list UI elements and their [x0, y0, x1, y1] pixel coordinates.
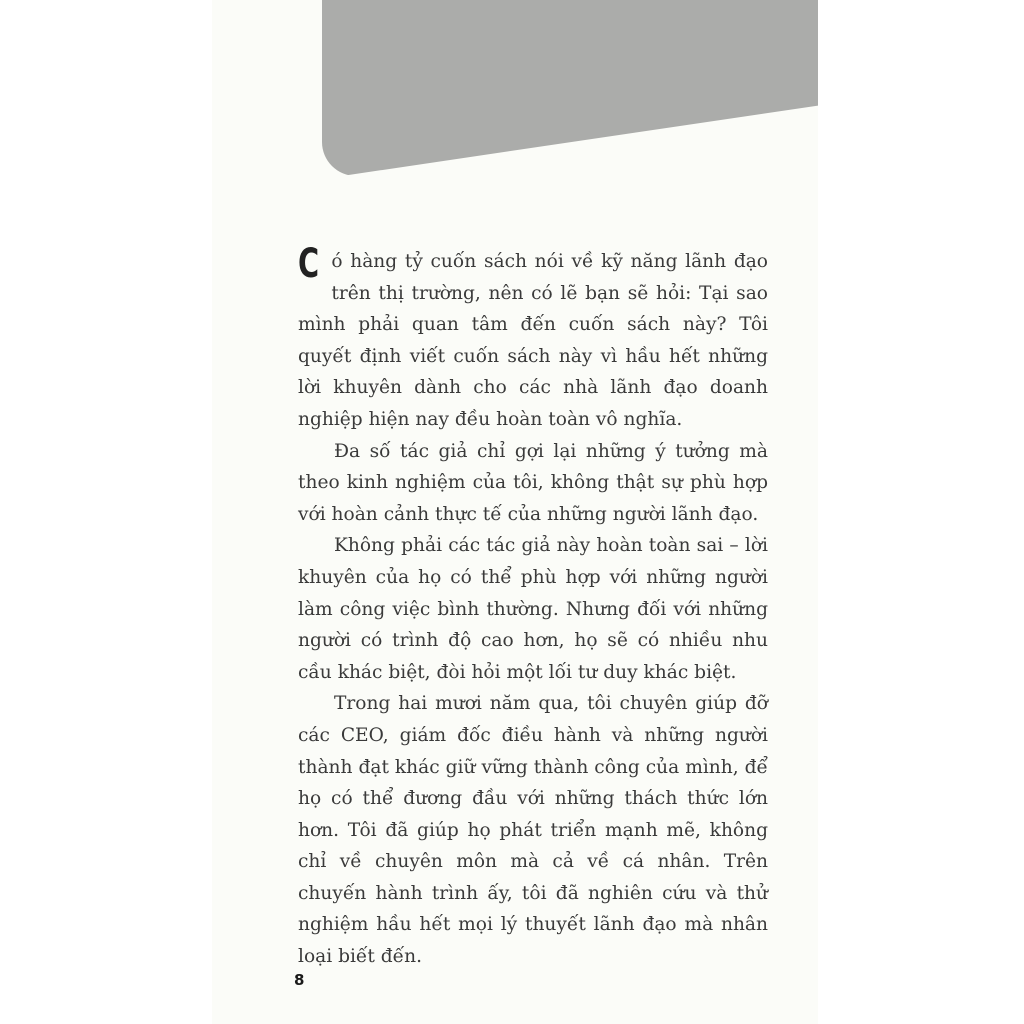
paragraph-4: Trong hai mươi năm qua, tôi chuyên giúp đỡ các CEO, giám đốc điều hành và những người thành đạt khác giữ vững thành công của mình, để họ có thể đương đầu với những thách thức lớn hơn. Tôi đã giúp họ phát triển mạnh mẽ, không chỉ về chuyên môn mà cả về cá nhân. Trên chuyến hành trình ấy, tôi đã nghiên cứu và thử nghiệm hầu hết mọi lý thuyết lãnh đạo mà nhân loại biết đến.: [298, 693, 768, 968]
drop-cap: C: [298, 241, 320, 287]
paragraph-2: Đa số tác giả chỉ gợi lại những ý tưởng mà theo kinh nghiệm của tôi, không thật sự phù hợp với hoàn cảnh thực tế của những người lãnh đạo.: [298, 440, 768, 525]
page-number: 8: [294, 971, 305, 989]
paragraph-3: Không phải các tác giả này hoàn toàn sai – lời khuyên của họ có thể phù hợp với những người làm công việc bình thường. Nhưng đối với những người có trình độ cao hơn, họ sẽ có nhiều nhu cầu khác biệt, đòi hỏi một lối tư duy khác biệt.: [298, 535, 768, 683]
paragraph-1: [298, 241, 768, 436]
paragraph-1-text: ó hàng tỷ cuốn sách nói về kỹ năng lãnh đạo trên thị trường, nên có lẽ bạn sẽ hỏi: Tại sao mình phải quan tâm đến cuốn sách này? Tôi quyết định viết cuốn sách này vì hầu hết những lời khuyên dành cho các nhà lãnh đạo doanh nghiệp hiện nay đều hoàn toàn vô nghĩa.: [298, 251, 768, 430]
body-text: [298, 241, 768, 973]
